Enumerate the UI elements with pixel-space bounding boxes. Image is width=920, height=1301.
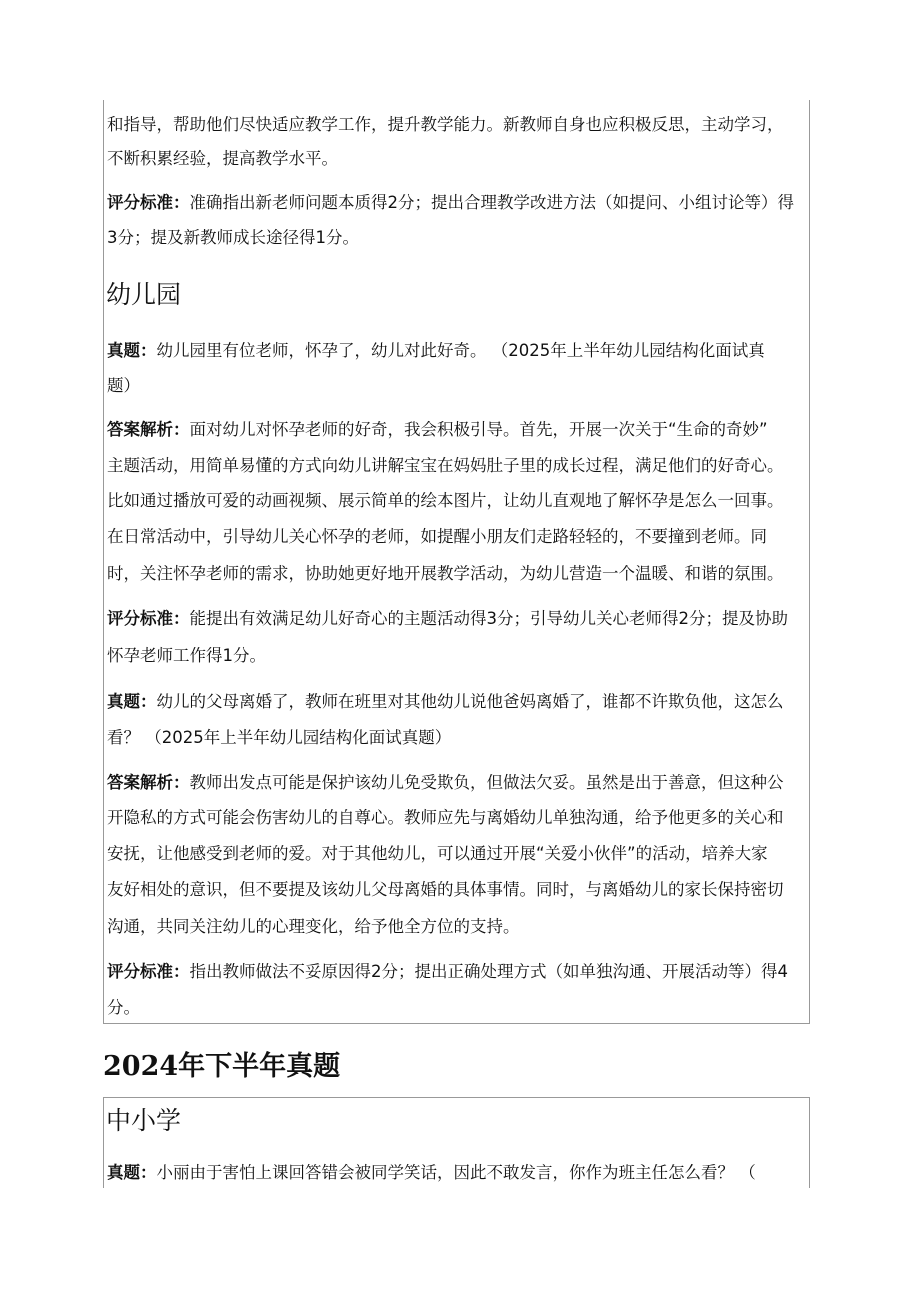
answer-analysis: 答案解析：面对幼儿对怀孕老师的好奇，我会积极引导。首先，开展一次关于“生命的奇妙” xyxy=(107,420,768,439)
answer-analysis-cont: 时，关注怀孕老师的需求，协助她更好地开展教学活动，为幼儿营造一个温暖、和谐的氛围。 xyxy=(107,564,784,583)
year-heading: 2024年下半年真题 xyxy=(103,1051,341,1082)
scoring-criteria: 评分标准：能提出有效满足幼儿好奇心的主题活动得3分；引导幼儿关心老师得2分；提及协助 xyxy=(107,609,788,628)
question: 真题：小丽由于害怕上课回答错会被同学笑话，因此不敢发言，你作为班主任怎么看？ （ xyxy=(107,1163,756,1182)
question: 真题：幼儿的父母离婚了，教师在班里对其他幼儿说他爸妈离婚了，谁都不许欺负他，这怎么 xyxy=(107,692,784,711)
answer-analysis-cont: 主题活动，用简单易懂的方式向幼儿讲解宝宝在妈妈肚子里的成长过程，满足他们的好奇心。 xyxy=(107,456,784,475)
scoring-criteria-cont: 怀孕老师工作得1分。 xyxy=(107,646,266,665)
answer-analysis-cont: 在日常活动中，引导幼儿关心怀孕的老师，如提醒小朋友们走路轻轻的，不要撞到老师。同 xyxy=(107,527,767,546)
question-cont: 看？ （2025年上半年幼儿园结构化面试真题） xyxy=(107,728,452,747)
paragraph-line: 和指导，帮助他们尽快适应教学工作，提升教学能力。新教师自身也应积极反思，主动学习， xyxy=(107,115,784,134)
content-box-1 xyxy=(103,100,810,1024)
answer-analysis-cont: 沟通，共同关注幼儿的心理变化，给予他全方位的支持。 xyxy=(107,917,520,936)
scoring-criteria-cont: 分。 xyxy=(107,998,140,1017)
question-cont: 题） xyxy=(107,376,140,395)
content-box-2 xyxy=(103,1097,810,1188)
paragraph-line: 不断积累经验，提高教学水平。 xyxy=(107,149,338,168)
answer-analysis-cont: 比如通过播放可爱的动画视频、展示简单的绘本图片，让幼儿直观地了解怀孕是怎么一回事。 xyxy=(107,491,784,510)
answer-analysis: 答案解析：教师出发点可能是保护该幼儿免受欺负，但做法欠妥。虽然是出于善意，但这种公 xyxy=(107,773,784,792)
answer-analysis-cont: 开隐私的方式可能会伤害幼儿的自尊心。教师应先与离婚幼儿单独沟通，给予他更多的关心和 xyxy=(107,808,784,827)
scoring-criteria: 评分标准：指出教师做法不妥原因得2分；提出正确处理方式（如单独沟通、开展活动等）得4 xyxy=(107,962,788,981)
scoring-criteria-cont: 3分；提及新教师成长途径得1分。 xyxy=(107,228,359,247)
answer-analysis-cont: 友好相处的意识，但不要提及该幼儿父母离婚的具体事情。同时，与离婚幼儿的家长保持密切 xyxy=(107,880,784,899)
category-heading: 中小学 xyxy=(106,1106,182,1135)
answer-analysis-cont: 安抚，让他感受到老师的爱。对于其他幼儿，可以通过开展“关爱小伙伴”的活动，培养大家 xyxy=(107,844,768,863)
category-heading: 幼儿园 xyxy=(106,280,182,309)
question: 真题：幼儿园里有位老师，怀孕了，幼儿对此好奇。 （2025年上半年幼儿园结构化面试真 xyxy=(107,341,765,360)
scoring-criteria: 评分标准：准确指出新老师问题本质得2分；提出合理教学改进方法（如提问、小组讨论等）得 xyxy=(107,193,794,212)
